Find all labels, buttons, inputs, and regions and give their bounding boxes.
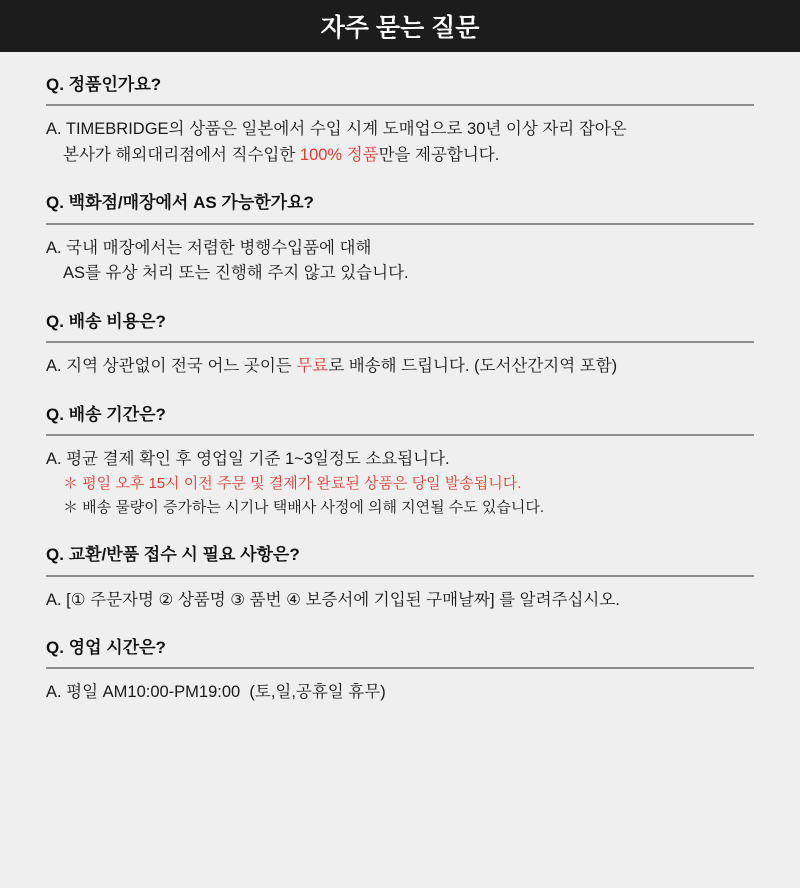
faq-list (0, 52, 800, 706)
faq-answer-text: A. 지역 상관없이 전국 어느 곳이든 (46, 357, 297, 375)
faq-answer-highlight: 무료 (296, 357, 329, 375)
faq-question: Q. 백화점/매장에서 AS 가능한가요? (46, 193, 314, 213)
faq-item-business-hours (46, 637, 754, 706)
faq-answer-line: A. 평균 결제 확인 후 영업일 기준 1~3일정도 소요됩니다. (46, 449, 450, 468)
faq-answer (46, 106, 754, 168)
page-title: 자주 묻는 질문 (320, 14, 480, 42)
faq-answer (46, 669, 754, 706)
faq-answer (46, 577, 754, 614)
faq-answer-line: A. 국내 매장에서는 저렴한 병행수입품에 대해 (46, 238, 372, 257)
faq-answer-line (46, 143, 754, 169)
faq-answer (46, 225, 754, 287)
faq-answer-text: 만을 제공합니다. (378, 145, 500, 164)
page-header (0, 0, 800, 52)
faq-item-authenticity (46, 74, 754, 168)
faq-item-as-service (46, 192, 754, 286)
faq-question: Q. 배송 비용은? (46, 311, 166, 331)
faq-answer-line: A. TIMEBRIDGE의 상품은 일본에서 수입 시계 도매업으로 30년 이상 자리 잡아온 (46, 120, 627, 139)
faq-item-exchange-return (46, 544, 754, 613)
faq-answer-line: A. 평일 AM10:00-PM19:00 (토,일,공휴일 휴무) (46, 683, 386, 702)
faq-question: Q. 교환/반품 접수 시 필요 사항은? (46, 545, 300, 565)
faq-answer (46, 343, 754, 380)
faq-question: Q. 정품인가요? (46, 75, 162, 94)
faq-answer-line (46, 354, 754, 380)
faq-question: Q. 배송 기간은? (46, 404, 166, 424)
faq-answer-highlight: 100% 정품 (299, 145, 379, 164)
faq-answer-line: A. [① 주문자명 ② 상품명 ③ 품번 ④ 보증서에 기입된 구매날짜] 를 알려주십시오. (46, 590, 620, 609)
faq-note-highlight: ＊ 평일 오후 15시 이전 주문 및 결제가 완료된 상품은 당일 발송됩니다. (63, 475, 522, 493)
faq-question: Q. 영업 시간은? (46, 638, 166, 658)
faq-answer-line: AS를 유상 처리 또는 진행해 주지 않고 있습니다. (63, 264, 409, 283)
faq-answer-text: 본사가 해외대리점에서 직수입한 (63, 145, 300, 164)
faq-item-shipping-time (46, 404, 754, 521)
faq-item-shipping-cost (46, 311, 754, 380)
faq-note: ＊ 배송 물량이 증가하는 시기나 택배사 사정에 의해 지연될 수도 있습니다. (63, 499, 545, 517)
faq-answer-text: 로 배송해 드립니다. (도서산간지역 포함) (328, 357, 618, 375)
faq-answer (46, 436, 754, 521)
